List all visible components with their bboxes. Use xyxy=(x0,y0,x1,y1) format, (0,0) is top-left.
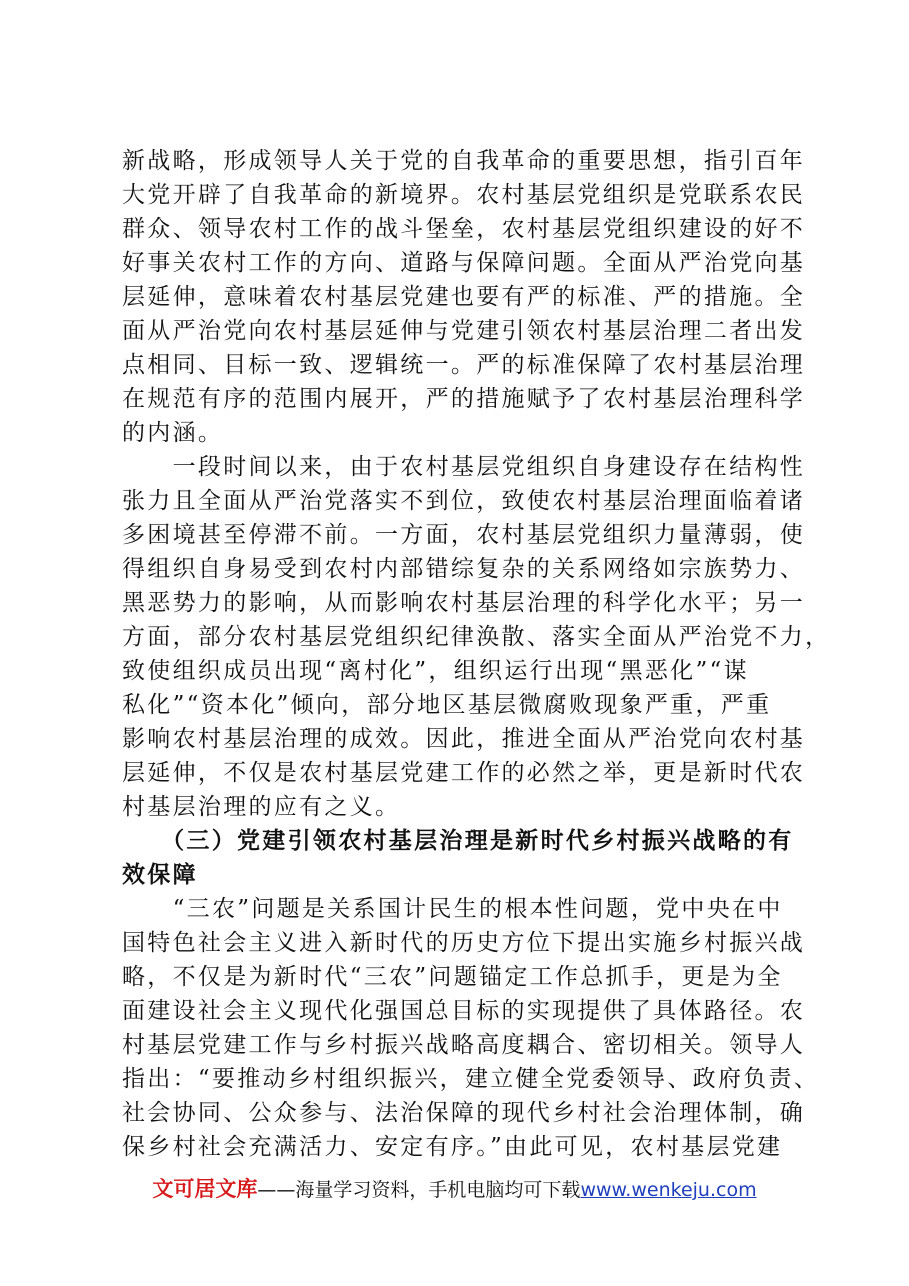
body-line: “三农”问题是关系国计民生的根本性问题，党中央在中 xyxy=(122,896,783,922)
body-line: 略，不仅是为新时代“三农”问题锚定工作总抓手，更是为全 xyxy=(122,964,783,990)
body-line: 面从严治党向农村基层延伸与党建引领农村基层治理二者出发 xyxy=(122,318,806,344)
footer-tagline: ——海量学习资料，手机电脑均可下载 xyxy=(257,1179,581,1201)
body-line: 面建设社会主义现代化强国总目标的实现提供了具体路径。农 xyxy=(122,998,806,1024)
body-line: 致使组织成员出现“离村化”，组织运行出现“黑恶化”“谋 xyxy=(122,658,749,684)
body-line: 点相同、目标一致、逻辑统一。严的标准保障了农村基层治理 xyxy=(122,352,806,378)
body-line: 多困境甚至停滞不前。一方面，农村基层党组织力量薄弱，使 xyxy=(122,522,806,548)
body-line: 保乡村社会充满活力、安定有序。”由此可见，农村基层党建 xyxy=(122,1134,783,1160)
body-line: 村基层党建工作与乡村振兴战略高度耦合、密切相关。领导人 xyxy=(122,1032,806,1058)
body-line: 国特色社会主义进入新时代的历史方位下提出实施乡村振兴战 xyxy=(122,930,806,956)
body-line: 在规范有序的范围内展开，严的措施赋予了农村基层治理科学 xyxy=(122,386,806,412)
body-line: 新战略，形成领导人关于党的自我革命的重要思想，指引百年 xyxy=(122,148,806,174)
section-heading-line: 效保障 xyxy=(122,861,198,888)
body-line: 张力且全面从严治党落实不到位，致使农村基层治理面临着诸 xyxy=(122,488,806,514)
footer-banner xyxy=(0,1176,909,1203)
body-text xyxy=(122,144,831,1164)
body-line: 社会协同、公众参与、法治保障的现代乡村社会治理体制，确 xyxy=(122,1100,806,1126)
body-line: 大党开辟了自我革命的新境界。农村基层党组织是党联系农民 xyxy=(122,182,806,208)
body-line: 一段时间以来，由于农村基层党组织自身建设存在结构性 xyxy=(122,454,806,480)
body-line: 群众、领导农村工作的战斗堡垒，农村基层党组织建设的好不 xyxy=(122,216,806,242)
body-line: 好事关农村工作的方向、道路与保障问题。全面从严治党向基 xyxy=(122,250,806,276)
body-line: 层延伸，不仅是农村基层党建工作的必然之举，更是新时代农 xyxy=(122,760,806,786)
body-line: 的内涵。 xyxy=(122,420,224,446)
body-line: 村基层治理的应有之义。 xyxy=(122,794,401,820)
body-line: 私化”“资本化”倾向，部分地区基层微腐败现象严重，严重 xyxy=(122,692,772,718)
body-line: 方面，部分农村基层党组织纪律涣散、落实全面从严治党不力， xyxy=(122,624,831,650)
body-line: 指出：“要推动乡村组织振兴，建立健全党委领导、政府负责、 xyxy=(122,1066,820,1092)
body-line: 得组织自身易受到农村内部错综复杂的关系网络如宗族势力、 xyxy=(122,556,806,582)
section-heading-line: （三）党建引领农村基层治理是新时代乡村振兴战略的有 xyxy=(122,827,794,854)
footer-brand: 文可居文库 xyxy=(152,1177,258,1201)
footer-url-link[interactable]: www.wenkeju.com xyxy=(580,1179,757,1201)
body-line: 层延伸，意味着农村基层党建也要有严的标准、严的措施。全 xyxy=(122,284,806,310)
body-line: 黑恶势力的影响，从而影响农村基层治理的科学化水平；另一 xyxy=(122,590,806,616)
body-line: 影响农村基层治理的成效。因此，推进全面从严治党向农村基 xyxy=(122,726,806,752)
